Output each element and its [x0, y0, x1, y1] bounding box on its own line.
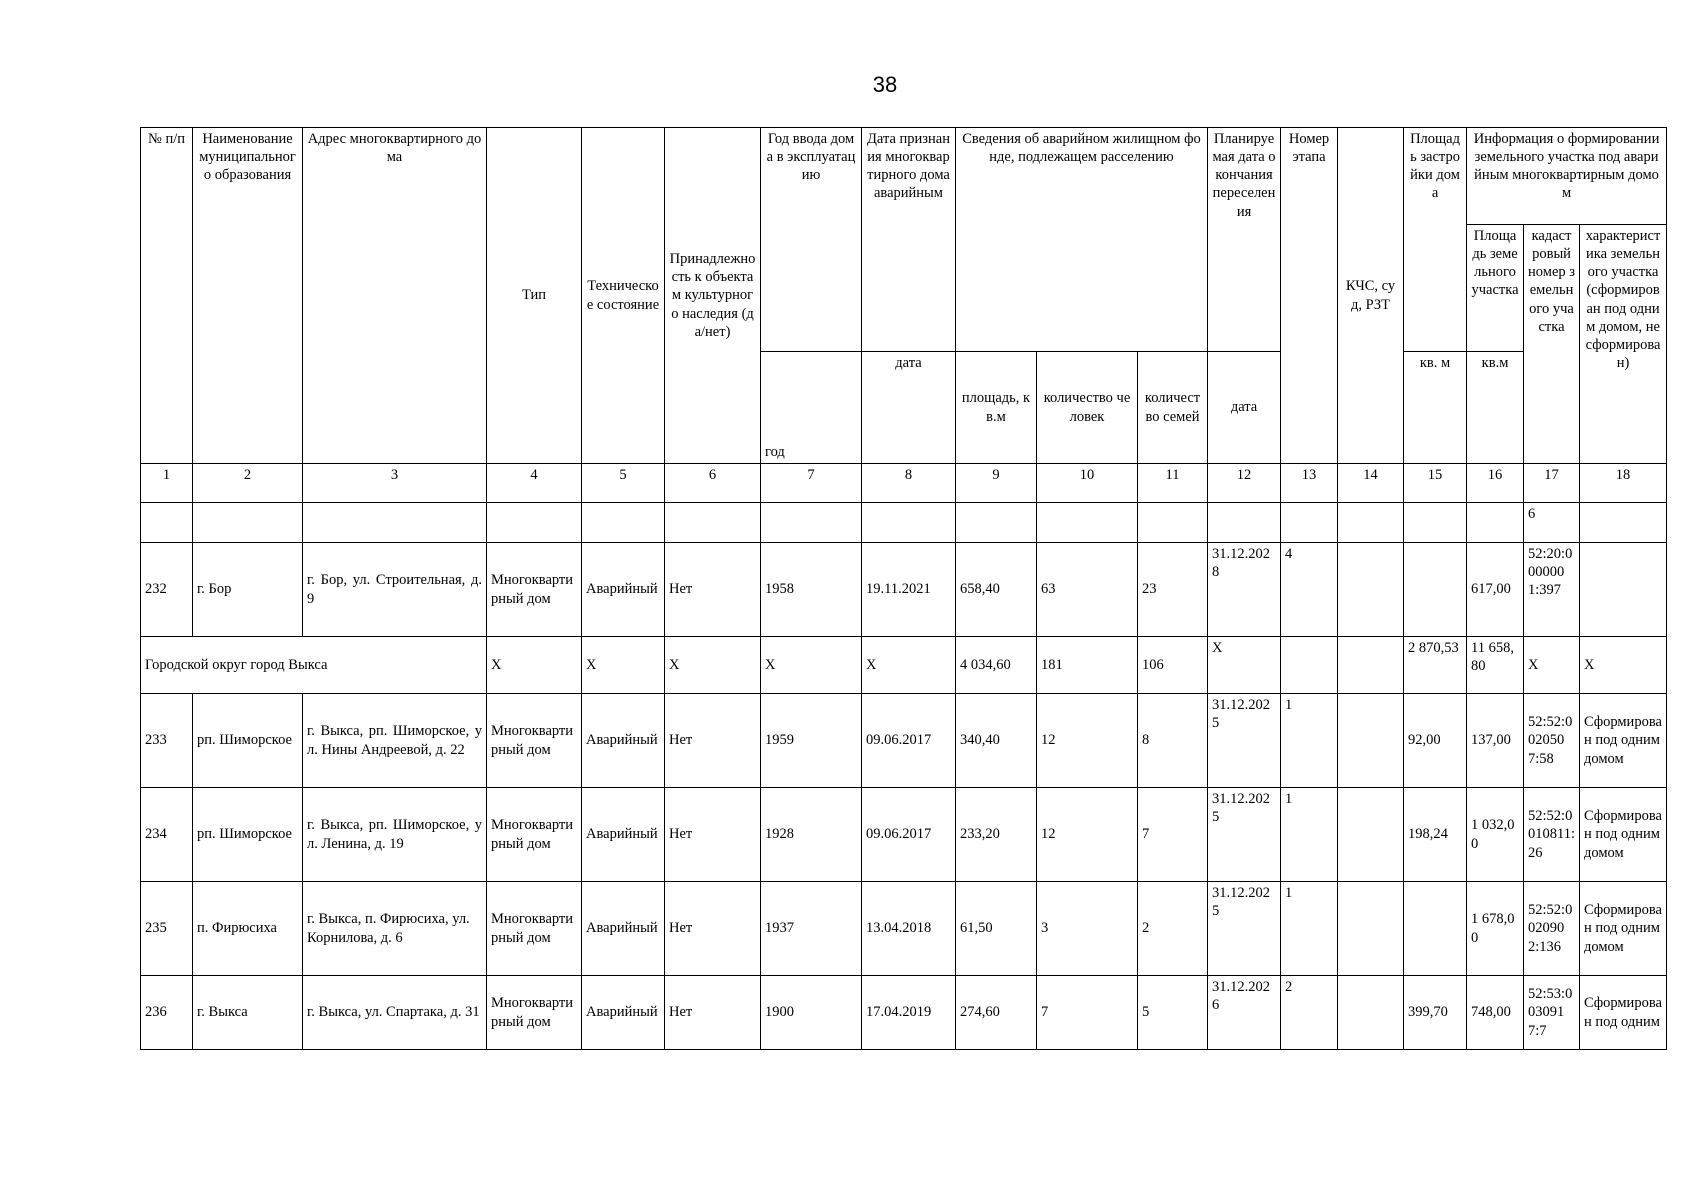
row-families: 2 — [1138, 882, 1208, 976]
unit-plan-date: дата — [1208, 352, 1281, 464]
col-number: 11 — [1138, 464, 1208, 503]
continuation-cadastre: 6 — [1524, 503, 1580, 543]
row-families: 5 — [1138, 976, 1208, 1050]
subtotal-name: Городской округ город Выкса — [141, 637, 487, 694]
row-cadastre: 52:52:0010811:26 — [1524, 788, 1580, 882]
row-land-area: 748,00 — [1467, 976, 1524, 1050]
row-people: 12 — [1037, 788, 1138, 882]
row-municipality: рп. Шиморское — [193, 694, 303, 788]
unit-date: дата — [862, 352, 956, 464]
row-number: 233 — [141, 694, 193, 788]
header-emergency-info: Сведения об аварийном жилищном фонде, подлежащем расселению — [956, 128, 1208, 352]
col-number: 6 — [665, 464, 761, 503]
column-numbers-row — [141, 464, 1667, 503]
table-row — [141, 788, 1667, 882]
row-state: Аварийный — [582, 976, 665, 1050]
row-build-area — [1404, 882, 1467, 976]
row-kchs — [1338, 543, 1404, 637]
col-number: 12 — [1208, 464, 1281, 503]
subtotal-cell: X — [665, 637, 761, 694]
continuation-row — [141, 503, 1667, 543]
emergency-housing-table — [140, 127, 1667, 1050]
row-land-area: 1 032,00 — [1467, 788, 1524, 882]
row-recognition-date: 13.04.2018 — [862, 882, 956, 976]
row-year: 1958 — [761, 543, 862, 637]
row-type: Многоквартирный дом — [487, 788, 582, 882]
row-build-area — [1404, 543, 1467, 637]
row-year: 1959 — [761, 694, 862, 788]
row-state: Аварийный — [582, 694, 665, 788]
row-state: Аварийный — [582, 882, 665, 976]
row-heritage: Нет — [665, 694, 761, 788]
row-type: Многоквартирный дом — [487, 694, 582, 788]
unit-build-area: кв. м — [1404, 352, 1467, 464]
header-num: № п/п — [141, 128, 193, 464]
row-state: Аварийный — [582, 543, 665, 637]
row-families: 8 — [1138, 694, 1208, 788]
row-families: 23 — [1138, 543, 1208, 637]
row-cadastre: 52:52:0020507:58 — [1524, 694, 1580, 788]
row-municipality: рп. Шиморское — [193, 788, 303, 882]
subtotal-families: 106 — [1138, 637, 1208, 694]
row-recognition-date: 19.11.2021 — [862, 543, 956, 637]
subtotal-row — [141, 637, 1667, 694]
row-type: Многоквартирный дом — [487, 882, 582, 976]
row-people: 3 — [1037, 882, 1138, 976]
page-number: 38 — [872, 72, 898, 97]
row-recognition-date: 17.04.2019 — [862, 976, 956, 1050]
row-state: Аварийный — [582, 788, 665, 882]
col-number: 2 — [193, 464, 303, 503]
row-stage: 1 — [1281, 788, 1338, 882]
col-number: 5 — [582, 464, 665, 503]
row-heritage: Нет — [665, 976, 761, 1050]
header-land-area: Площадь земельного участка — [1467, 225, 1524, 352]
subtotal-cell: X — [582, 637, 665, 694]
header-build-area: Площадь застройки дома — [1404, 128, 1467, 352]
row-area: 274,60 — [956, 976, 1037, 1050]
row-land-char — [1580, 543, 1667, 637]
col-number: 3 — [303, 464, 487, 503]
row-year: 1937 — [761, 882, 862, 976]
header-state: Техническое состояние — [582, 128, 665, 464]
header-stage: Номер этапа — [1281, 128, 1338, 464]
row-number: 232 — [141, 543, 193, 637]
header-cadastre: кадастровый номер земельного участка — [1524, 225, 1580, 464]
unit-year: год — [761, 352, 862, 464]
row-recognition-date: 09.06.2017 — [862, 694, 956, 788]
row-build-area: 198,24 — [1404, 788, 1467, 882]
row-area: 233,20 — [956, 788, 1037, 882]
unit-people: количество человек — [1037, 352, 1138, 464]
header-land-char: характеристика земельного участка (сформирован под одним домом, не сформирован) — [1580, 225, 1667, 464]
row-heritage: Нет — [665, 543, 761, 637]
row-cadastre: 52:52:0020902:136 — [1524, 882, 1580, 976]
row-stage: 2 — [1281, 976, 1338, 1050]
row-recognition-date: 09.06.2017 — [862, 788, 956, 882]
subtotal-area: 4 034,60 — [956, 637, 1037, 694]
row-area: 340,40 — [956, 694, 1037, 788]
row-address: г. Выкса, рп. Шиморское, ул. Ленина, д. 19 — [303, 788, 487, 882]
row-heritage: Нет — [665, 882, 761, 976]
row-address: г. Бор, ул. Строительная, д. 9 — [303, 543, 487, 637]
header-municipality: Наименование муниципального образования — [193, 128, 303, 464]
col-number: 10 — [1037, 464, 1138, 503]
row-plan-date: 31.12.2025 — [1208, 788, 1281, 882]
row-type: Многоквартирный дом — [487, 543, 582, 637]
row-municipality: г. Бор — [193, 543, 303, 637]
subtotal-cell: X — [1524, 637, 1580, 694]
row-address: г. Выкса, п. Фирюсиха, ул. Корнилова, д. 6 — [303, 882, 487, 976]
header-address: Адрес многоквартирного дома — [303, 128, 487, 464]
row-address: г. Выкса, рп. Шиморское, ул. Нины Андреевой, д. 22 — [303, 694, 487, 788]
row-plan-date: 31.12.2028 — [1208, 543, 1281, 637]
row-address: г. Выкса, ул. Спартака, д. 31 — [303, 976, 487, 1050]
row-stage: 4 — [1281, 543, 1338, 637]
table-row — [141, 543, 1667, 637]
row-stage: 1 — [1281, 694, 1338, 788]
table-row — [141, 882, 1667, 976]
col-number: 15 — [1404, 464, 1467, 503]
subtotal-cell: X — [862, 637, 956, 694]
subtotal-build-area: 2 870,53 — [1404, 637, 1467, 694]
subtotal-people: 181 — [1037, 637, 1138, 694]
col-number: 4 — [487, 464, 582, 503]
col-number: 9 — [956, 464, 1037, 503]
row-number: 236 — [141, 976, 193, 1050]
row-families: 7 — [1138, 788, 1208, 882]
row-land-char: Сформирован под одним домом — [1580, 694, 1667, 788]
row-land-area: 617,00 — [1467, 543, 1524, 637]
table-row — [141, 694, 1667, 788]
col-number: 8 — [862, 464, 956, 503]
header-year: Год ввода дома в эксплуатацию — [761, 128, 862, 352]
row-cadastre: 52:53:0030917:7 — [1524, 976, 1580, 1050]
unit-families: количество семей — [1138, 352, 1208, 464]
header-heritage: Принадлежность к объектам культурного наследия (да/нет) — [665, 128, 761, 464]
row-number: 234 — [141, 788, 193, 882]
row-year: 1928 — [761, 788, 862, 882]
row-area: 61,50 — [956, 882, 1037, 976]
header-recognition-date: Дата признания многоквартирного дома аварийным — [862, 128, 956, 352]
row-people: 63 — [1037, 543, 1138, 637]
row-type: Многоквартирный дом — [487, 976, 582, 1050]
header-land-info: Информация о формировании земельного участка под аварийным многоквартирным домом — [1467, 128, 1667, 225]
col-number: 16 — [1467, 464, 1524, 503]
unit-area: площадь, кв.м — [956, 352, 1037, 464]
header-type: Тип — [487, 128, 582, 464]
col-number: 7 — [761, 464, 862, 503]
row-build-area: 399,70 — [1404, 976, 1467, 1050]
subtotal-cell: X — [761, 637, 862, 694]
header-row — [141, 128, 1667, 225]
row-land-area: 137,00 — [1467, 694, 1524, 788]
row-land-char: Сформирован под одним домом — [1580, 882, 1667, 976]
row-people: 7 — [1037, 976, 1138, 1050]
col-number: 1 — [141, 464, 193, 503]
row-plan-date: 31.12.2025 — [1208, 694, 1281, 788]
row-municipality: п. Фирюсиха — [193, 882, 303, 976]
subtotal-cell: X — [487, 637, 582, 694]
row-number: 235 — [141, 882, 193, 976]
row-people: 12 — [1037, 694, 1138, 788]
row-land-area: 1 678,00 — [1467, 882, 1524, 976]
row-plan-date: 31.12.2026 — [1208, 976, 1281, 1050]
row-cadastre: 52:20:0000001:397 — [1524, 543, 1580, 637]
row-heritage: Нет — [665, 788, 761, 882]
header-kchs: КЧС, суд, РЗТ — [1338, 128, 1404, 464]
row-land-char: Сформирован под одним домом — [1580, 788, 1667, 882]
row-area: 658,40 — [956, 543, 1037, 637]
row-stage: 1 — [1281, 882, 1338, 976]
row-build-area: 92,00 — [1404, 694, 1467, 788]
row-year: 1900 — [761, 976, 862, 1050]
subtotal-plan: X — [1208, 637, 1281, 694]
table-row — [141, 976, 1667, 1050]
row-municipality: г. Выкса — [193, 976, 303, 1050]
subtotal-land-area: 11 658,80 — [1467, 637, 1524, 694]
unit-land-area: кв.м — [1467, 352, 1524, 464]
header-plan-date: Планируемая дата окончания переселения — [1208, 128, 1281, 352]
col-number: 14 — [1338, 464, 1404, 503]
subtotal-cell: X — [1580, 637, 1667, 694]
col-number: 18 — [1580, 464, 1667, 503]
row-plan-date: 31.12.2025 — [1208, 882, 1281, 976]
row-land-char: Сформирован под одним — [1580, 976, 1667, 1050]
col-number: 13 — [1281, 464, 1338, 503]
col-number: 17 — [1524, 464, 1580, 503]
